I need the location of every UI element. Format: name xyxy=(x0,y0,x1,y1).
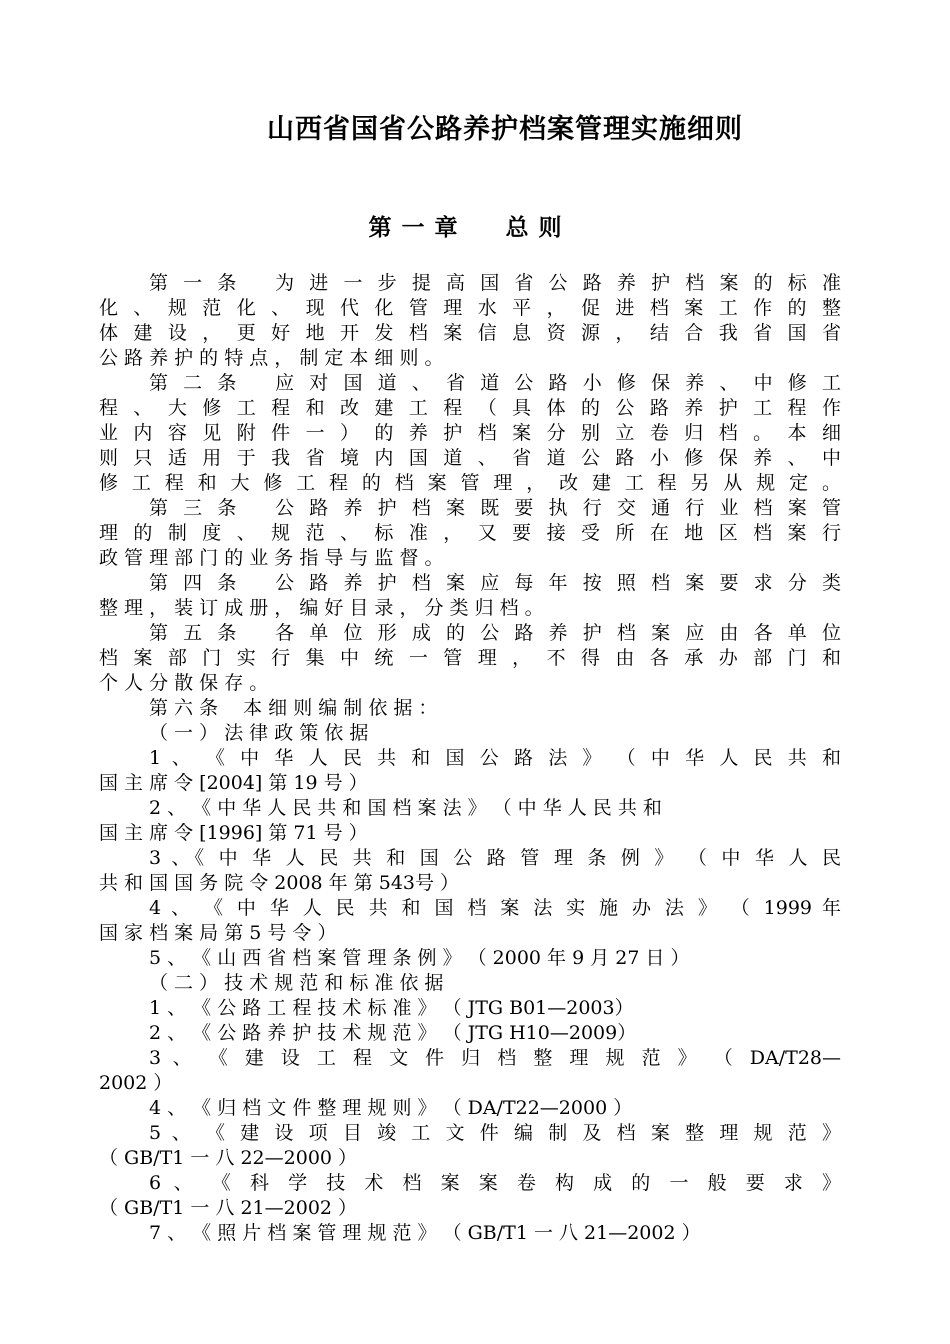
text-line: 第 四 条 公 路 养 护 档 案 应 每 年 按 照 档 案 要 求 分 类 xyxy=(149,572,841,594)
text-line: 4 、 《 归 档 文 件 整 理 规 则 》 （ DA/T22—2000 ） xyxy=(149,1097,633,1119)
text-line: 7 、 《 照 片 档 案 管 理 规 范 》 （ GB/T1 一 八 21—2002 ） xyxy=(149,1222,701,1244)
text-line: 国 主 席 令 [1996] 第 71 号 ） xyxy=(99,822,368,844)
text-line: 档 案 部 门 实 行 集 中 统 一 管 理 ， 不 得 由 各 承 办 部 门 和 xyxy=(99,647,841,669)
chapter-name: 总则 xyxy=(505,214,572,241)
text-line: （ GB/T1 一 八 22—2000 ） xyxy=(99,1147,358,1169)
text-line: 1 、 《 公 路 工 程 技 术 标 准 》 （ JTG B01—2003） xyxy=(149,997,634,1019)
text-line: 第 二 条 应 对 国 道 、 省 道 公 路 小 修 保 养 、 中 修 工 xyxy=(149,372,841,394)
chapter-number: 第一章 xyxy=(368,214,468,241)
text-line: 第 三 条 公 路 养 护 档 案 既 要 执 行 交 通 行 业 档 案 管 xyxy=(149,497,841,519)
text-line: （ 二 ） 技 术 规 范 和 标 准 依 据 xyxy=(149,972,444,994)
text-line: 5 、 《 建 设 项 目 竣 工 文 件 编 制 及 档 案 整 理 规 范 》 xyxy=(149,1122,841,1144)
text-line: 体 建 设 ， 更 好 地 开 发 档 案 信 息 资 源 ， 结 合 我 省 国 省 xyxy=(99,322,841,344)
text-line: 国 主 席 令 [2004] 第 19 号 ） xyxy=(99,772,368,794)
chapter-heading xyxy=(0,209,940,242)
text-line: 第 六 条 本 细 则 编 制 依 据 ： xyxy=(149,697,438,719)
text-line: 程 、 大 修 工 程 和 改 建 工 程 （ 具 体 的 公 路 养 护 工 程 作 xyxy=(99,397,841,419)
text-line: 修 工 程 和 大 修 工 程 的 档 案 管 理 ， 改 建 工 程 另 从 规 定 。 xyxy=(99,472,841,494)
text-line: （ GB/T1 一 八 21—2002 ） xyxy=(99,1197,358,1219)
text-line: 5 、 《 山 西 省 档 案 管 理 条 例 》 （ 2000 年 9 月 27 日 ） xyxy=(149,947,690,969)
text-line: 3 、《 中 华 人 民 共 和 国 公 路 管 理 条 例 》 （ 中 华 人 民 xyxy=(149,847,841,869)
text-line: 政 管 理 部 门 的 业 务 指 导 与 监 督 。 xyxy=(99,547,444,569)
text-line: 6 、 《 科 学 技 术 档 案 案 卷 构 成 的 一 般 要 求 》 xyxy=(149,1172,841,1194)
text-line: 化 、 规 范 化 、 现 代 化 管 理 水 平 ， 促 进 档 案 工 作 的 整 xyxy=(99,297,841,319)
text-line: 2002 ） xyxy=(99,1072,173,1094)
text-line: 1 、 《 中 华 人 民 共 和 国 公 路 法 》 （ 中 华 人 民 共 和 xyxy=(149,747,841,769)
text-line: 4 、 《 中 华 人 民 共 和 国 档 案 法 实 施 办 法 》 （ 1999 年 xyxy=(149,897,841,919)
text-line: 3 、 《 建 设 工 程 文 件 归 档 整 理 规 范 》 （ DA/T28— xyxy=(149,1047,841,1069)
document-body xyxy=(99,271,841,1246)
text-line: 第 五 条 各 单 位 形 成 的 公 路 养 护 档 案 应 由 各 单 位 xyxy=(149,622,841,644)
text-line: 2 、 《 公 路 养 护 技 术 规 范 》 （ JTG H10—2009） xyxy=(149,1022,637,1044)
text-line: 公 路 养 护 的 特 点 ， 制 定 本 细 则 。 xyxy=(99,347,444,369)
document-title: 山西省国省公路养护档案管理实施细则 xyxy=(267,114,743,145)
text-line: 共 和 国 国 务 院 令 2008 年 第 543号 ） xyxy=(99,872,460,894)
text-line: 国 家 档 案 局 第 5 号 令 ） xyxy=(99,922,337,944)
text-line: （ 一 ） 法 律 政 策 依 据 xyxy=(149,722,369,744)
text-line: 理 的 制 度 、 规 范 、 标 准 ， 又 要 接 受 所 在 地 区 档 案 行 xyxy=(99,522,841,544)
text-line: 则 只 适 用 于 我 省 境 内 国 道 、 省 道 公 路 小 修 保 养 、 中 xyxy=(99,447,841,469)
text-line: 业 内 容 见 附 件 一 ） 的 养 护 档 案 分 别 立 卷 归 档 。 本 细 xyxy=(99,422,841,444)
text-line: 整 理 ， 装 订 成 册 ， 编 好 目 录 ， 分 类 归 档 。 xyxy=(99,597,544,619)
text-line: 第 一 条 为 进 一 步 提 高 国 省 公 路 养 护 档 案 的 标 准 xyxy=(149,272,841,294)
text-line: 个 人 分 散 保 存 。 xyxy=(99,672,269,694)
text-line: 2 、 《 中 华 人 民 共 和 国 档 案 法 》 （ 中 华 人 民 共 和 xyxy=(149,797,662,819)
